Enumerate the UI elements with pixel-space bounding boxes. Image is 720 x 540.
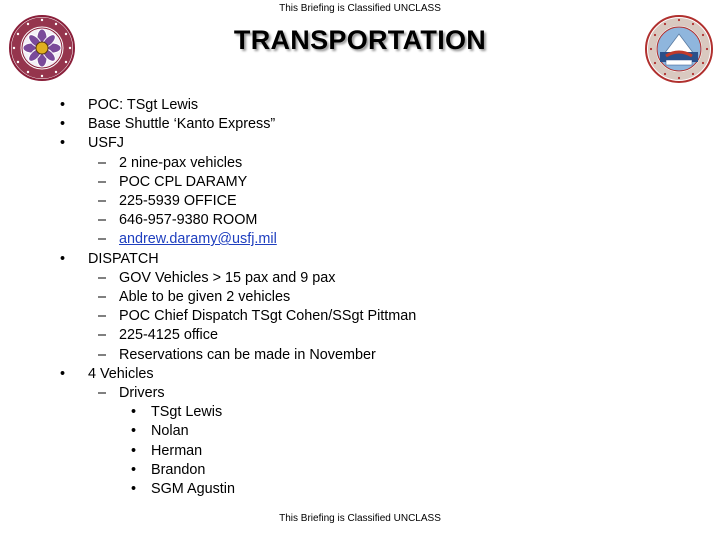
list-item-text: Reservations can be made in November [119,347,376,363]
dash-marker: – [98,347,107,363]
list-item-text: 225-4125 office [119,327,218,343]
dash-marker: – [98,231,107,247]
list-item-text: Base Shuttle ‘Kanto Express” [88,116,276,132]
bullet-marker: • [131,481,137,497]
bottom-classification-banner: This Briefing is Classified UNCLASS [279,513,441,524]
list-item-text: Herman [151,443,203,459]
list-item-text: Drivers [119,385,165,401]
list-item-text: 225-5939 OFFICE [119,193,237,209]
dash-marker: – [98,212,107,228]
dash-marker: – [98,308,107,324]
bullet-marker: • [60,366,66,382]
top-classification-banner: This Briefing is Classified UNCLASS [279,3,441,14]
email-link[interactable]: andrew.daramy@usfj.mil [119,231,277,247]
list-item-text: 2 nine-pax vehicles [119,155,243,171]
bullet-marker: • [131,423,137,439]
list-item-text: 4 Vehicles [88,366,154,382]
list-item-text: GOV Vehicles > 15 pax and 9 pax [119,270,336,286]
list-item-text: USFJ [88,135,124,151]
dash-marker: – [98,270,107,286]
list-item-text: TSgt Lewis [151,404,223,420]
list-item-text: SGM Agustin [151,481,235,497]
dash-marker: – [98,289,107,305]
bullet-marker: • [131,462,137,478]
list-item-text: Nolan [151,423,189,439]
list-item-text: DISPATCH [88,251,159,267]
list-item-text: 646-957-9380 ROOM [119,212,258,228]
bullet-marker: • [131,443,137,459]
united-states-japan-seal-icon [644,14,714,84]
bullet-marker: • [60,116,66,132]
dash-marker: – [98,174,107,190]
bullet-marker: • [60,135,66,151]
dash-marker: – [98,155,107,171]
dash-marker: – [98,193,107,209]
list-item-text: POC Chief Dispatch TSgt Cohen/SSgt Pittman [119,308,417,324]
dash-marker: – [98,385,107,401]
list-item-text: Able to be given 2 vehicles [119,289,291,305]
list-item-text: Brandon [151,462,206,478]
bullet-marker: • [131,404,137,420]
bullet-marker: • [60,251,66,267]
list-item-text: POC: TSgt Lewis [88,97,199,113]
list-item-text: POC CPL DARAMY [119,174,248,190]
dash-marker: – [98,327,107,343]
page-title: TRANSPORTATION [233,25,487,55]
bullet-marker: • [60,97,66,113]
